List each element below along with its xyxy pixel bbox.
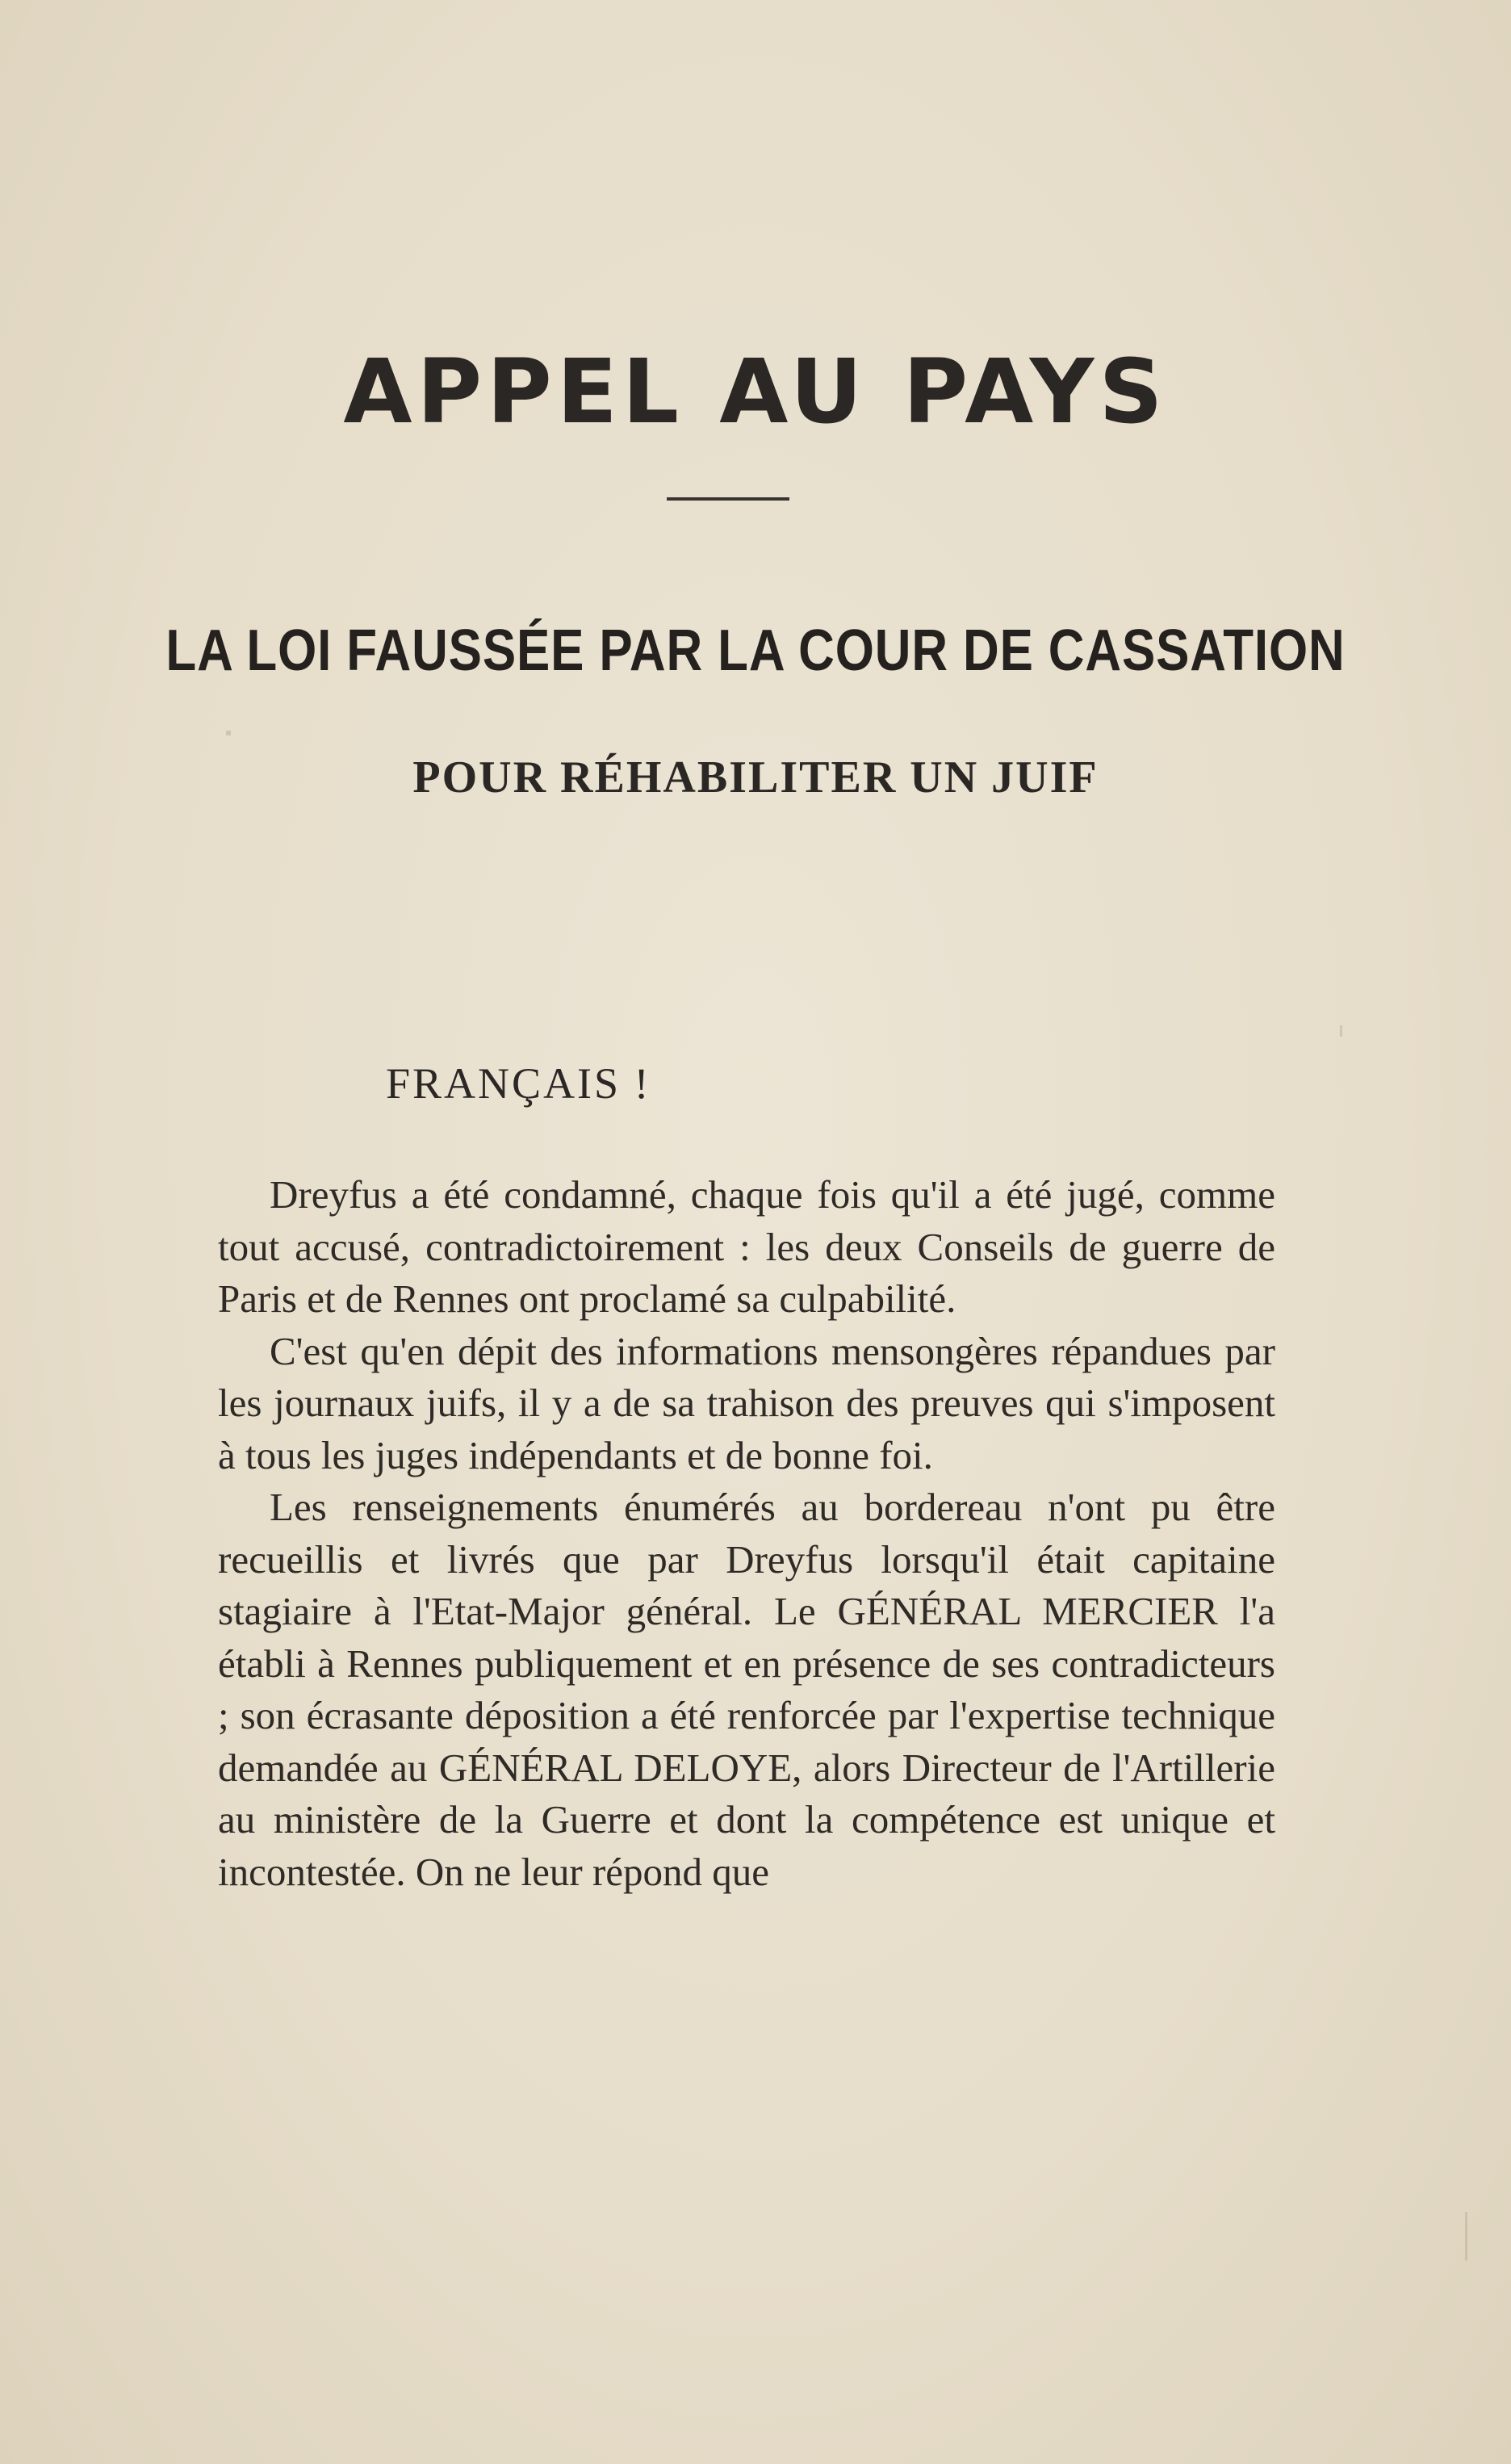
title-rule bbox=[667, 497, 789, 501]
paper-speck bbox=[1465, 2212, 1467, 2261]
body-text bbox=[218, 1169, 1275, 1898]
paragraph-1: Dreyfus a été condamné, chaque fois qu'il a été jugé, comme tout accusé, contradictoirement : les deux Conseils de guerre de Paris et de Rennes ont proclamé sa culpabilité. bbox=[218, 1172, 1275, 1321]
paper-speck bbox=[226, 731, 231, 735]
salutation: FRANÇAIS ! bbox=[386, 1059, 651, 1108]
document-title: APPEL AU PAYS bbox=[343, 340, 1168, 443]
document-subheading: POUR RÉHABILITER UN JUIF bbox=[412, 752, 1099, 802]
paragraph-2: C'est qu'en dépit des informations mensongères répandues par les journaux juifs, il y a de sa trahison des preuves qui s'imposent à tous les juges indépendants et de bonne foi. bbox=[218, 1328, 1275, 1477]
paper-speck bbox=[1340, 1025, 1342, 1037]
document-subtitle: LA LOI FAUSSÉE PAR LA COUR DE CASSATION bbox=[165, 618, 1346, 683]
paragraph-3: Les renseignements énumérés au bordereau n'ont pu être recueillis et livrés que par Dreyfus lorsqu'il était capitaine stagiaire à l'Etat-Major général. Le GÉNÉRAL MERCIER l'a établi à Rennes publiquement et en présence de ses contradicteurs ; son écrasante déposition a été renforcée par l'expertise technique demandée au GÉNÉRAL DELOYE, alors Directeur de l'Artillerie au ministère de la Guerre et dont la compétence est unique et incontestée. On ne leur répond que bbox=[218, 1485, 1275, 1894]
